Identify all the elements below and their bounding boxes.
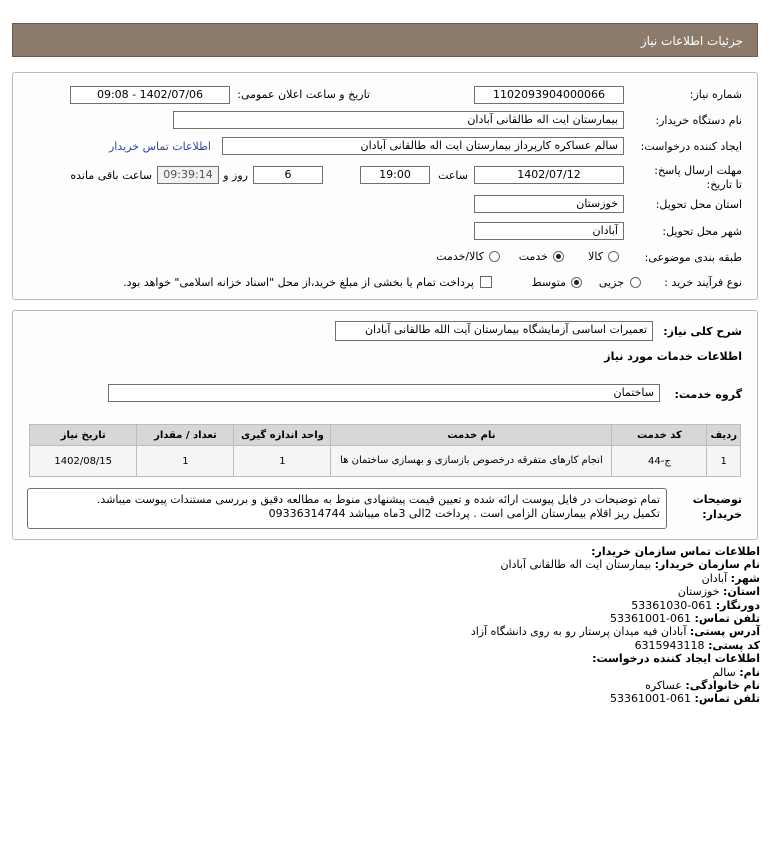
services-title: اطلاعات خدمات مورد نیاز — [604, 350, 742, 363]
family-value: عساکره — [645, 679, 682, 693]
cell-row-index: 1 — [707, 446, 741, 477]
buyer-org-label: نام دستگاه خریدار: — [655, 114, 742, 127]
buyer-org-field: بیمارستان ایت اله طالقانی آبادان — [173, 111, 624, 129]
process-partial-radio[interactable] — [630, 277, 641, 288]
category-goods-radio[interactable] — [608, 251, 619, 262]
family-label: نام خانوادگی: — [685, 679, 760, 693]
postal-value: 6315943118 — [634, 638, 705, 652]
time-label: ساعت — [438, 169, 468, 182]
creator-phone-label: تلفن تماس: — [694, 692, 760, 706]
phone-value: 061-53361001 — [610, 612, 692, 626]
address-label: آدرس پستی: — [689, 625, 760, 639]
remaining-time-field: 09:39:14 — [157, 166, 219, 184]
announce-field: 1402/07/06 - 09:08 — [70, 86, 230, 104]
fax-value: 061-53361030 — [631, 598, 713, 612]
header-service-code: کد خدمت — [612, 425, 707, 446]
category-service-label: خدمت — [518, 250, 548, 263]
process-label: نوع فرآیند خرید : — [664, 276, 742, 289]
header-row-index: ردیف — [707, 425, 741, 446]
days-label: روز و — [223, 169, 248, 182]
summary-field: تعمیرات اساسی آزمایشگاه بیمارستان آیت الله طالقانی آبادان — [335, 321, 653, 341]
header-quantity: تعداد / مقدار — [137, 425, 234, 446]
contact-city-value: آبادان — [701, 571, 728, 585]
creator-phone-value: 061-53361001 — [610, 692, 692, 706]
contact-province-value: خوزستان — [677, 585, 720, 599]
category-goods-service-radio[interactable] — [489, 251, 500, 262]
treasury-payment-note: پرداخت تمام یا بخشی از مبلغ خرید،از محل "اسناد خزانه اسلامی" خواهد بود. — [123, 276, 474, 289]
address-value: آبادان فیه میدان پرستار رو به روی دانشگاه آزاد — [470, 625, 687, 639]
province-label: استان محل تحویل: — [655, 198, 742, 211]
need-number-field: 1102093904000066 — [474, 86, 624, 104]
cell-unit: 1 — [234, 446, 331, 477]
page-title: جزئیات اطلاعات نیاز — [640, 34, 743, 48]
service-group-field: ساختمان — [108, 384, 660, 402]
fax-label: دورنگار: — [715, 598, 760, 612]
remaining-label: ساعت باقی مانده — [70, 169, 152, 182]
announce-label: تاریخ و ساعت اعلان عمومی: — [237, 88, 370, 101]
cell-service-name: انجام کارهای متفرقه درخصوص بازسازی و بهسازی ساختمان ها — [331, 446, 612, 477]
contact-city-label: شهر: — [730, 571, 760, 585]
category-goods-label: کالا — [588, 250, 603, 263]
category-goods-service-label: کالا/خدمت — [436, 250, 484, 263]
city-field: آبادان — [474, 222, 624, 240]
process-medium-label: متوسط — [531, 276, 566, 289]
requester-field: سالم عساکره کارپرداز بیمارستان ایت اله طالقانی آبادان — [222, 137, 624, 155]
contact-province-label: استان: — [723, 585, 760, 599]
creator-title: اطلاعات ایجاد کننده درخواست: — [592, 652, 760, 666]
buyer-notes-label: توضیحات خریدار: — [692, 493, 742, 521]
header-unit: واحد اندازه گیری — [234, 425, 331, 446]
cell-quantity: 1 — [137, 446, 234, 477]
buyer-notes-line-1: تمام توضیحات در فایل پیوست ارائه شده و تعیین قیمت پیشنهادی منوط به مطالعه دقیق و بررسی مستندات پیوست میباشد. — [96, 493, 660, 506]
buyer-contact-link[interactable]: اطلاعات تماس خریدار — [109, 140, 211, 153]
summary-label: شرح کلی نیاز: — [663, 325, 742, 338]
table-header-row — [30, 425, 741, 446]
org-label: نام سازمان خریدار: — [654, 558, 760, 572]
name-value: سالم — [712, 665, 736, 679]
cell-service-code: ج-44 — [612, 446, 707, 477]
contact-title: اطلاعات تماس سازمان خریدار: — [591, 545, 760, 558]
name-label: نام: — [739, 665, 760, 679]
deadline-label: مهلت ارسال پاسخ: تا تاریخ: — [654, 164, 742, 191]
treasury-payment-checkbox[interactable] — [480, 276, 492, 288]
process-medium-radio[interactable] — [571, 277, 582, 288]
days-field: 6 — [253, 166, 323, 184]
process-partial-label: جزیی — [598, 276, 624, 289]
services-table — [29, 424, 741, 477]
need-info-panel — [12, 72, 758, 300]
requester-label: ایجاد کننده درخواست: — [640, 140, 742, 153]
header-service-name: نام خدمت — [331, 425, 612, 446]
page-header — [12, 23, 758, 57]
buyer-notes-line-2: تکمیل ریز اقلام بیمارستان الزامی است . پرداخت 2الی 3ماه میباشد 09336314744 — [268, 507, 660, 520]
contact-section — [471, 545, 760, 706]
postal-label: کد پستی: — [708, 638, 760, 652]
header-need-date: تاریخ نیاز — [30, 425, 137, 446]
need-number-label: شماره نیاز: — [689, 88, 742, 101]
table-row — [30, 446, 741, 477]
category-service-radio[interactable] — [553, 251, 564, 262]
phone-label: تلفن تماس: — [694, 612, 760, 626]
city-label: شهر محل تحویل: — [662, 225, 742, 238]
province-field: خوزستان — [474, 195, 624, 213]
deadline-date-field: 1402/07/12 — [474, 166, 624, 184]
service-group-label: گروه خدمت: — [674, 388, 742, 401]
org-value: بیمارستان ایت اله طالقانی آبادان — [500, 558, 652, 572]
cell-need-date: 1402/08/15 — [30, 446, 137, 477]
category-label: طبقه بندی موضوعی: — [644, 251, 742, 264]
deadline-time-field: 19:00 — [360, 166, 430, 184]
buyer-notes-box — [27, 488, 667, 529]
